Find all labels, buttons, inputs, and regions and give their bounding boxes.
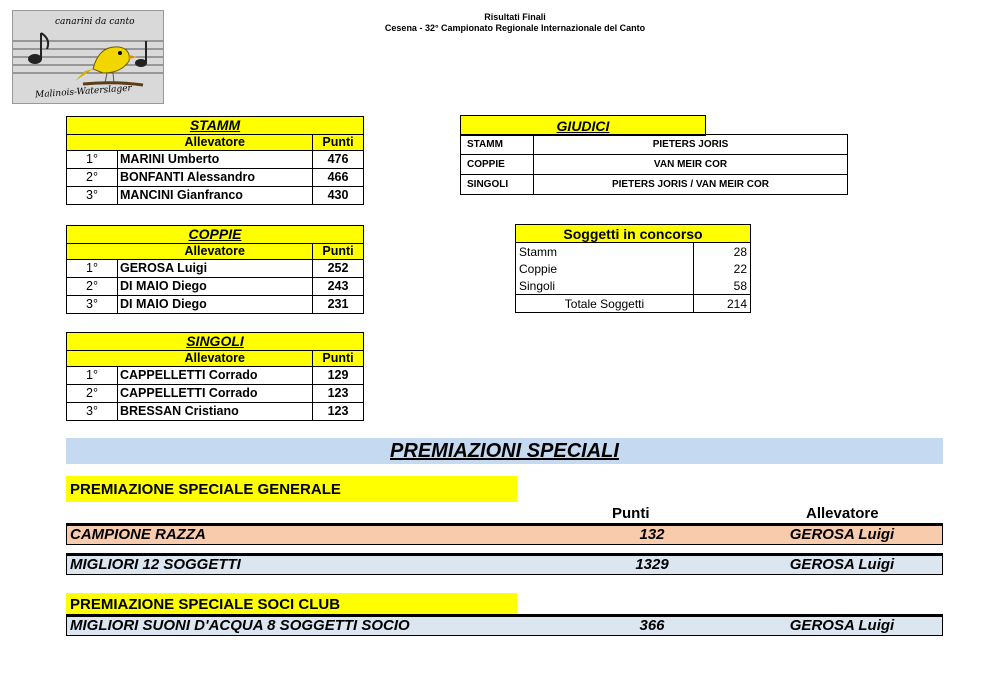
subject-value: 28	[694, 243, 751, 261]
position-cell: 2°	[67, 278, 118, 296]
column-header-points: Punti	[313, 351, 364, 367]
column-header-breeder: Allevatore	[118, 135, 313, 151]
position-cell: 2°	[67, 169, 118, 187]
subject-label: Singoli	[516, 277, 694, 295]
table-row	[516, 243, 751, 261]
table-row	[67, 367, 364, 385]
judge-name: PIETERS JORIS	[534, 135, 848, 155]
judges-table	[460, 115, 848, 136]
position-cell: 1°	[67, 367, 118, 385]
breeder-cell: DI MAIO Diego	[118, 278, 313, 296]
judge-category: COPPIE	[461, 155, 534, 175]
table-row	[461, 135, 848, 155]
logo-bottom-text: Malinois-Waterslager	[34, 83, 133, 101]
table-row	[67, 260, 364, 278]
points-cell: 123	[313, 385, 364, 403]
judges-title: GIUDICI	[461, 116, 706, 136]
position-cell: 3°	[67, 403, 118, 421]
column-header-points: Punti	[612, 505, 650, 522]
club-award-heading: PREMIAZIONE SPECIALE SOCI CLUB	[66, 593, 517, 615]
logo-top-text: canarini da canto	[55, 17, 135, 27]
subjects-table	[515, 224, 751, 313]
table-row	[67, 278, 364, 296]
total-label: Totale Soggetti	[516, 295, 694, 313]
ranking-title: STAMM	[67, 117, 364, 135]
points-cell: 231	[313, 296, 364, 314]
breeder-cell: CAPPELLETTI Corrado	[118, 367, 313, 385]
points-cell: 466	[313, 169, 364, 187]
table-row	[461, 175, 848, 195]
table-row	[516, 277, 751, 295]
special-awards-title: PREMIAZIONI SPECIALI	[390, 440, 619, 462]
points-cell: 129	[313, 367, 364, 385]
total-value: 214	[694, 295, 751, 313]
subjects-title: Soggetti in concorso	[516, 225, 751, 243]
general-award-heading: PREMIAZIONE SPECIALE GENERALE	[66, 476, 517, 502]
table-row	[67, 169, 364, 187]
total-row	[516, 295, 751, 313]
column-header-points: Punti	[313, 135, 364, 151]
subject-label: Stamm	[516, 243, 694, 261]
ranking-table-stamm	[66, 116, 364, 205]
subject-value: 22	[694, 260, 751, 277]
points-cell: 476	[313, 151, 364, 169]
judge-name: VAN MEIR COR	[534, 155, 848, 175]
table-row	[67, 151, 364, 169]
position-cell: 3°	[67, 187, 118, 205]
subject-value: 58	[694, 277, 751, 295]
award-row-migliori-12	[66, 553, 943, 575]
judges-list	[460, 134, 848, 195]
breeder-cell: DI MAIO Diego	[118, 296, 313, 314]
breeder-cell: GEROSA Luigi	[118, 260, 313, 278]
award-name: MIGLIORI 12 SOGGETTI	[70, 556, 241, 573]
column-header-breeder: Allevatore	[118, 351, 313, 367]
column-header-breeder: Allevatore	[806, 505, 879, 522]
points-cell: 123	[313, 403, 364, 421]
ranking-title: SINGOLI	[67, 333, 364, 351]
award-breeder: GEROSA Luigi	[789, 556, 895, 573]
ranking-title: COPPIE	[67, 226, 364, 244]
award-name: MIGLIORI SUONI D'ACQUA 8 SOGGETTI SOCIO	[70, 617, 410, 634]
judge-name: PIETERS JORIS / VAN MEIR COR	[534, 175, 848, 195]
table-row	[461, 155, 848, 175]
award-name: CAMPIONE RAZZA	[70, 526, 206, 543]
award-row-suoni-acqua	[66, 614, 943, 636]
judge-category: STAMM	[461, 135, 534, 155]
breeder-cell: BRESSAN Cristiano	[118, 403, 313, 421]
position-cell: 1°	[67, 260, 118, 278]
award-breeder: GEROSA Luigi	[789, 617, 895, 634]
page-title: Risultati Finali	[484, 12, 546, 22]
breeder-cell: MANCINI Gianfranco	[118, 187, 313, 205]
position-cell: 1°	[67, 151, 118, 169]
breeder-cell: CAPPELLETTI Corrado	[118, 385, 313, 403]
table-row	[67, 385, 364, 403]
column-header-points: Punti	[313, 244, 364, 260]
position-cell: 3°	[67, 296, 118, 314]
ranking-table-singoli	[66, 332, 364, 421]
points-cell: 430	[313, 187, 364, 205]
table-row	[67, 296, 364, 314]
page-subtitle: Cesena - 32° Campionato Regionale Internazionale del Canto	[384, 23, 646, 33]
club-logo	[12, 10, 164, 104]
award-points: 366	[639, 617, 665, 634]
points-cell: 252	[313, 260, 364, 278]
ranking-table-coppie	[66, 225, 364, 314]
breeder-cell: BONFANTI Alessandro	[118, 169, 313, 187]
award-points: 132	[639, 526, 665, 543]
award-breeder: GEROSA Luigi	[789, 526, 895, 543]
judge-category: SINGOLI	[461, 175, 534, 195]
breeder-cell: MARINI Umberto	[118, 151, 313, 169]
award-points: 1329	[635, 556, 669, 573]
position-cell: 2°	[67, 385, 118, 403]
table-row	[67, 403, 364, 421]
award-row-campione-razza	[66, 523, 943, 545]
points-cell: 243	[313, 278, 364, 296]
column-header-breeder: Allevatore	[118, 244, 313, 260]
table-row	[67, 187, 364, 205]
table-row	[516, 260, 751, 277]
subject-label: Coppie	[516, 260, 694, 277]
